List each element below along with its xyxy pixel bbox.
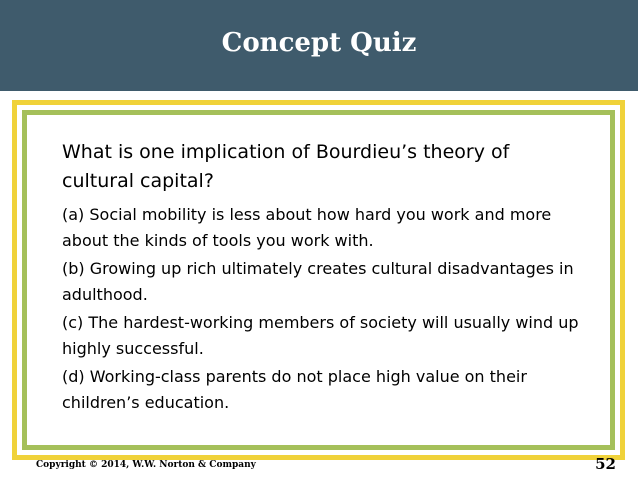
quiz-content bbox=[62, 138, 582, 418]
slide-title: Concept Quiz bbox=[221, 28, 417, 58]
slide-number: 52 bbox=[595, 455, 616, 473]
answer-option-c[interactable]: (c) The hardest-working members of society will usually wind up highly successful. bbox=[62, 313, 579, 358]
header-bar bbox=[0, 0, 638, 91]
copyright-notice: Copyright © 2014, W.W. Norton & Company bbox=[36, 460, 256, 470]
quiz-question: What is one implication of Bourdieu’s theory of cultural capital? bbox=[62, 141, 510, 192]
answer-option-b[interactable]: (b) Growing up rich ultimately creates cultural disadvantages in adulthood. bbox=[62, 259, 574, 304]
answer-option-a[interactable]: (a) Social mobility is less about how hard you work and more about the kinds of tools you work with. bbox=[62, 205, 552, 250]
answer-option-d[interactable]: (d) Working-class parents do not place high value on their children’s education. bbox=[62, 367, 527, 412]
